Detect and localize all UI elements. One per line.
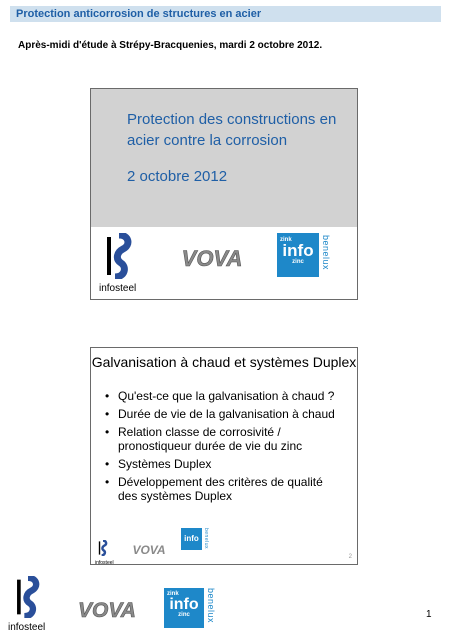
footer-logos xyxy=(0,570,300,633)
info-zinc-logo xyxy=(277,233,339,281)
vova-logo-icon xyxy=(171,247,253,269)
slide-outline xyxy=(90,347,358,565)
info-zinc-logo-small: info benelux xyxy=(181,528,213,552)
slide-title xyxy=(90,88,358,300)
list-item: • Relation classe de corrosivité / pronostiqueur durée de vie du zinc xyxy=(105,425,303,453)
list-item: • Durée de vie de la galvanisation à chaud xyxy=(105,407,335,421)
svg-text:VOVA: VOVA xyxy=(78,599,136,620)
info-logo-small: zinc xyxy=(292,259,304,265)
vova-logo-small xyxy=(129,542,169,556)
infosteel-logo-footer: infosteel xyxy=(8,576,48,630)
vova-logo-icon xyxy=(129,542,169,556)
svg-text:VOVA: VOVA xyxy=(132,543,166,556)
slide-outline-logos xyxy=(91,528,357,566)
slide-logos xyxy=(91,227,357,299)
infosteel-logo-text: infosteel xyxy=(99,283,137,294)
slide-title-background xyxy=(91,89,357,227)
vova-logo xyxy=(171,247,253,269)
infosteel-logo xyxy=(99,233,139,293)
info-logo-text: info xyxy=(282,241,314,260)
page-number: 1 xyxy=(426,609,432,620)
infosteel-logo-small xyxy=(95,540,117,566)
list-item: • Qu'est-ce que la galvanisation à chaud ? xyxy=(105,389,335,403)
infosteel-emblem-icon xyxy=(8,576,48,618)
infosteel-logo-text-small: infosteel xyxy=(95,560,114,566)
benelux-text: benelux xyxy=(321,235,331,271)
info-logo-top: zink xyxy=(280,237,292,243)
list-item: • Développement des critères de qualité des systèmes Duplex xyxy=(105,475,323,503)
info-zinc-logo-footer: zink info zinc benelux xyxy=(164,588,224,632)
slide-outline-title: Galvanisation à chaud et systèmes Duplex xyxy=(91,354,357,370)
slide-number: 2 xyxy=(348,554,352,560)
list-item: • Systèmes Duplex xyxy=(105,457,212,471)
vova-logo-text: VOVA xyxy=(181,247,243,269)
infosteel-emblem-icon xyxy=(99,233,139,279)
slide-title-date: 2 octobre 2012 xyxy=(127,168,228,185)
header-subtitle: Après-midi d'étude à Strépy-Bracquenies, mardi 2 octobre 2012. xyxy=(18,40,323,51)
vova-logo-footer xyxy=(68,598,146,620)
slide-outline-bullets xyxy=(105,389,341,507)
header-title: Protection anticorrosion de structures en acier xyxy=(16,8,262,20)
header-bar xyxy=(10,6,441,22)
infosteel-emblem-icon xyxy=(95,540,111,556)
vova-logo-icon xyxy=(68,598,146,620)
slide-title-heading: Protection des constructions en acier contre la corrosion xyxy=(127,111,337,149)
